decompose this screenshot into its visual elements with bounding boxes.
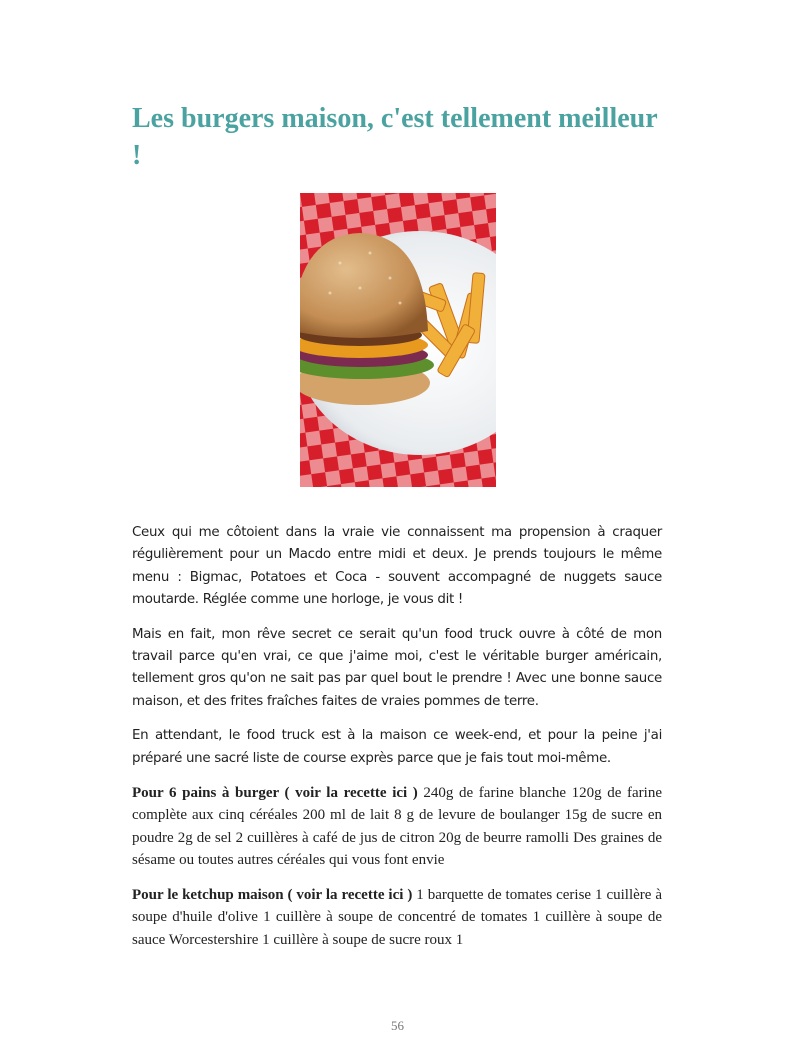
ingredients-text: 1 barquette de tomates cerise 1 cuillère à soupe d'huile d'olive 1 cuillère à soupe de concentré de tomates 1 cuillère à soupe de sauce Worcestershire 1 cuillère à soupe de sucre roux 1 xyxy=(132,886,663,948)
section-heading: Pour 6 pains à burger ( voir la recette ici ) xyxy=(132,785,418,802)
section-heading: Pour le ketchup maison ( voir la recette ici ) xyxy=(132,886,413,903)
article-body xyxy=(132,522,662,963)
ingredients-ketchup xyxy=(132,884,662,951)
page-number: 56 xyxy=(391,1018,404,1033)
burger-photo xyxy=(300,193,496,487)
paragraph: Ceux qui me côtoient dans la vraie vie connaissent ma propension à craquer régulièrement pour un Macdo entre midi et deux. Je prends toujours le même menu : Bigmac, Potatoes et Coca - souvent accompagné de nuggets sauce moutarde. Réglée comme une horloge, je vous dit ! xyxy=(132,525,662,608)
paragraph: Mais en fait, mon rêve secret ce serait qu'un food truck ouvre à côté de mon travail parce qu'en vrai, ce que j'aime moi, c'est le véritable burger américain, tellement gros qu'on ne sait pas par quel bout le prendre ! Avec une bonne sauce maison, et des frites fraîches faites de vraies pommes de terre. xyxy=(132,626,662,709)
page-title: Les burgers maison, c'est tellement meilleur ! xyxy=(132,103,658,171)
ingredients-text: 240g de farine blanche 120g de farine complète aux cinq céréales 200 ml de lait 8 g de levure de boulanger 15g de sucre en poudre 2g de sel 2 cuillères à café de jus de citron 20g de beurre ramolli Des graines de sésame ou toutes autres céréales qui vous font envie xyxy=(132,785,662,869)
paragraph: En attendant, le food truck est à la maison ce week-end, et pour la peine j'ai préparé une sacré liste de course exprès parce que je fais tout moi-même. xyxy=(132,728,662,766)
ingredients-buns xyxy=(132,782,662,872)
